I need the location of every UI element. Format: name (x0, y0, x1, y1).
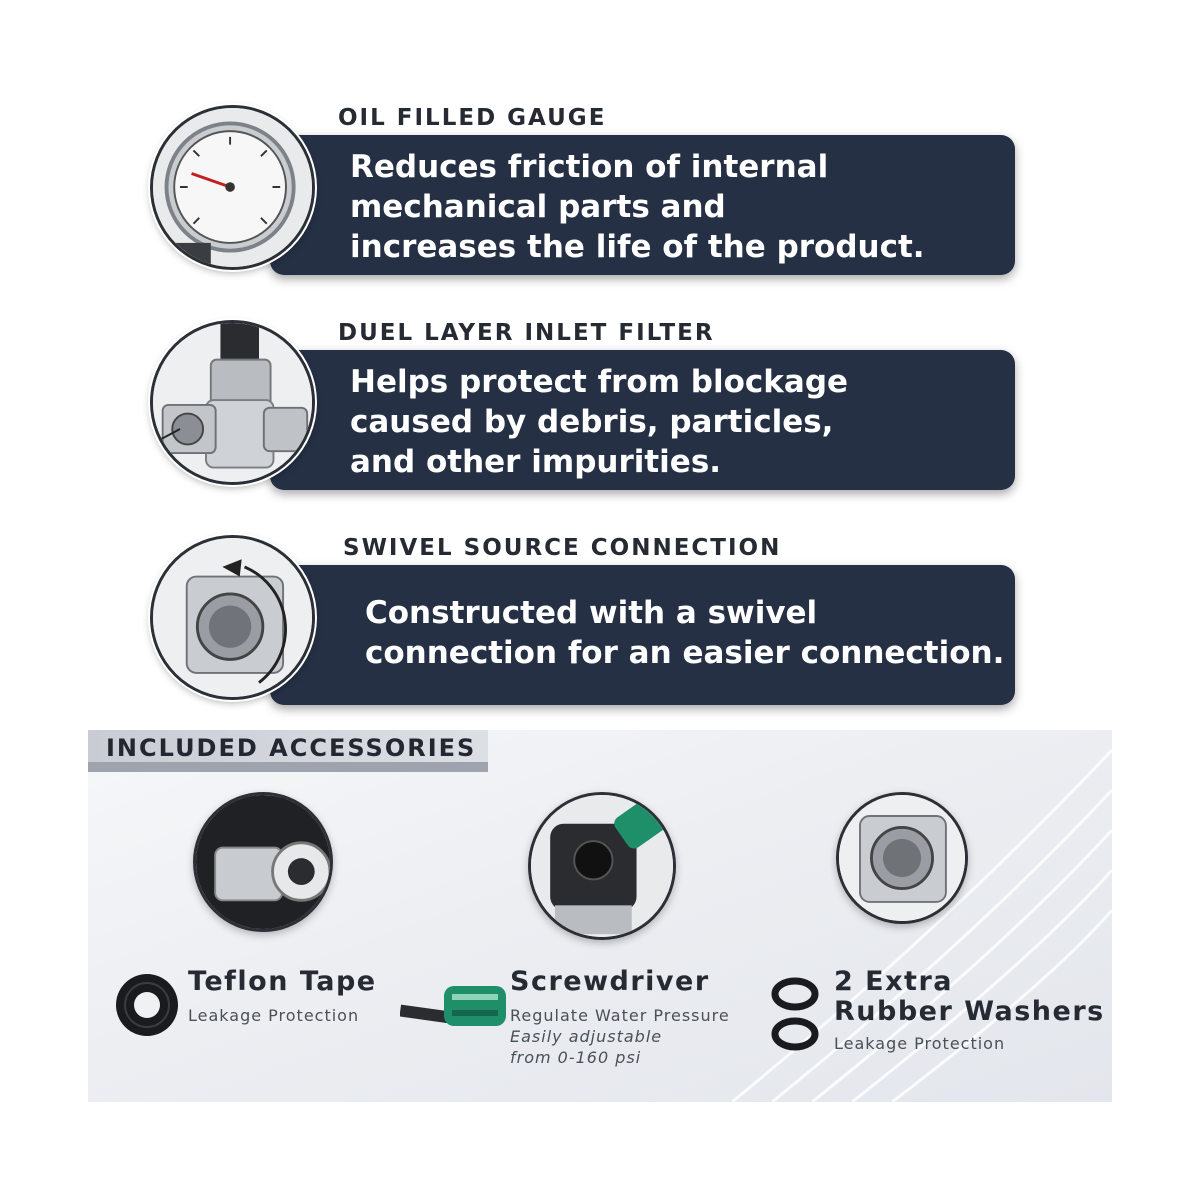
accessory-subtitle: Leakage Protection (834, 1034, 1006, 1053)
accessory-detail: Easily adjustable (510, 1027, 663, 1046)
accessory-name: Screwdriver (510, 966, 710, 997)
accessory-screwdriver (510, 967, 730, 1068)
accessories-header-underline (88, 762, 488, 772)
description-line: caused by debris, particles, (350, 404, 834, 440)
included-accessories-section (88, 730, 1112, 1102)
description-line: Helps protect from blockage (350, 364, 849, 400)
description-line: connection for an easier connection. (365, 635, 1005, 671)
feature-description-band (270, 565, 1015, 705)
rubber-washer-photo (836, 792, 968, 924)
description-line: Reduces friction of internal (350, 149, 829, 185)
accessory-name-line: 2 Extra (834, 966, 953, 997)
feature-swivel-connection (150, 535, 1020, 725)
feature-description-band (270, 350, 1015, 490)
feature-title: SWIVEL SOURCE CONNECTION (343, 535, 782, 561)
description-line: increases the life of the product. (350, 229, 925, 265)
swivel-connection-icon (150, 535, 315, 700)
accessory-subtitle: Leakage Protection (188, 1006, 360, 1025)
feature-oil-filled-gauge (150, 105, 1020, 295)
accessory-name-line: Rubber Washers (834, 996, 1105, 1027)
description-line: mechanical parts and (350, 189, 726, 225)
rubber-washer-icon (770, 976, 820, 1054)
feature-description-band (270, 135, 1015, 275)
accessory-subtitle: Regulate Water Pressure (510, 1006, 730, 1025)
accessories-title: INCLUDED ACCESSORIES (106, 734, 477, 762)
accessory-rubber-washers (834, 967, 1105, 1054)
teflon-tape-icon (112, 970, 182, 1040)
feature-inlet-filter (150, 320, 1020, 510)
teflon-tape-photo (193, 792, 333, 932)
feature-description (365, 593, 1005, 673)
inlet-filter-icon (150, 320, 315, 485)
screwdriver-photo (528, 792, 676, 940)
accessory-name: Teflon Tape (188, 966, 377, 997)
accessory-detail: from 0-160 psi (510, 1048, 642, 1067)
description-line: and other impurities. (350, 444, 722, 480)
pressure-gauge-icon (150, 105, 315, 270)
description-line: Constructed with a swivel (365, 595, 818, 631)
feature-description (350, 362, 1005, 482)
feature-title: DUEL LAYER INLET FILTER (338, 320, 715, 346)
feature-title: OIL FILLED GAUGE (338, 105, 607, 131)
screwdriver-icon (400, 972, 512, 1044)
accessory-teflon-tape (188, 967, 377, 1026)
feature-description (350, 147, 1005, 267)
